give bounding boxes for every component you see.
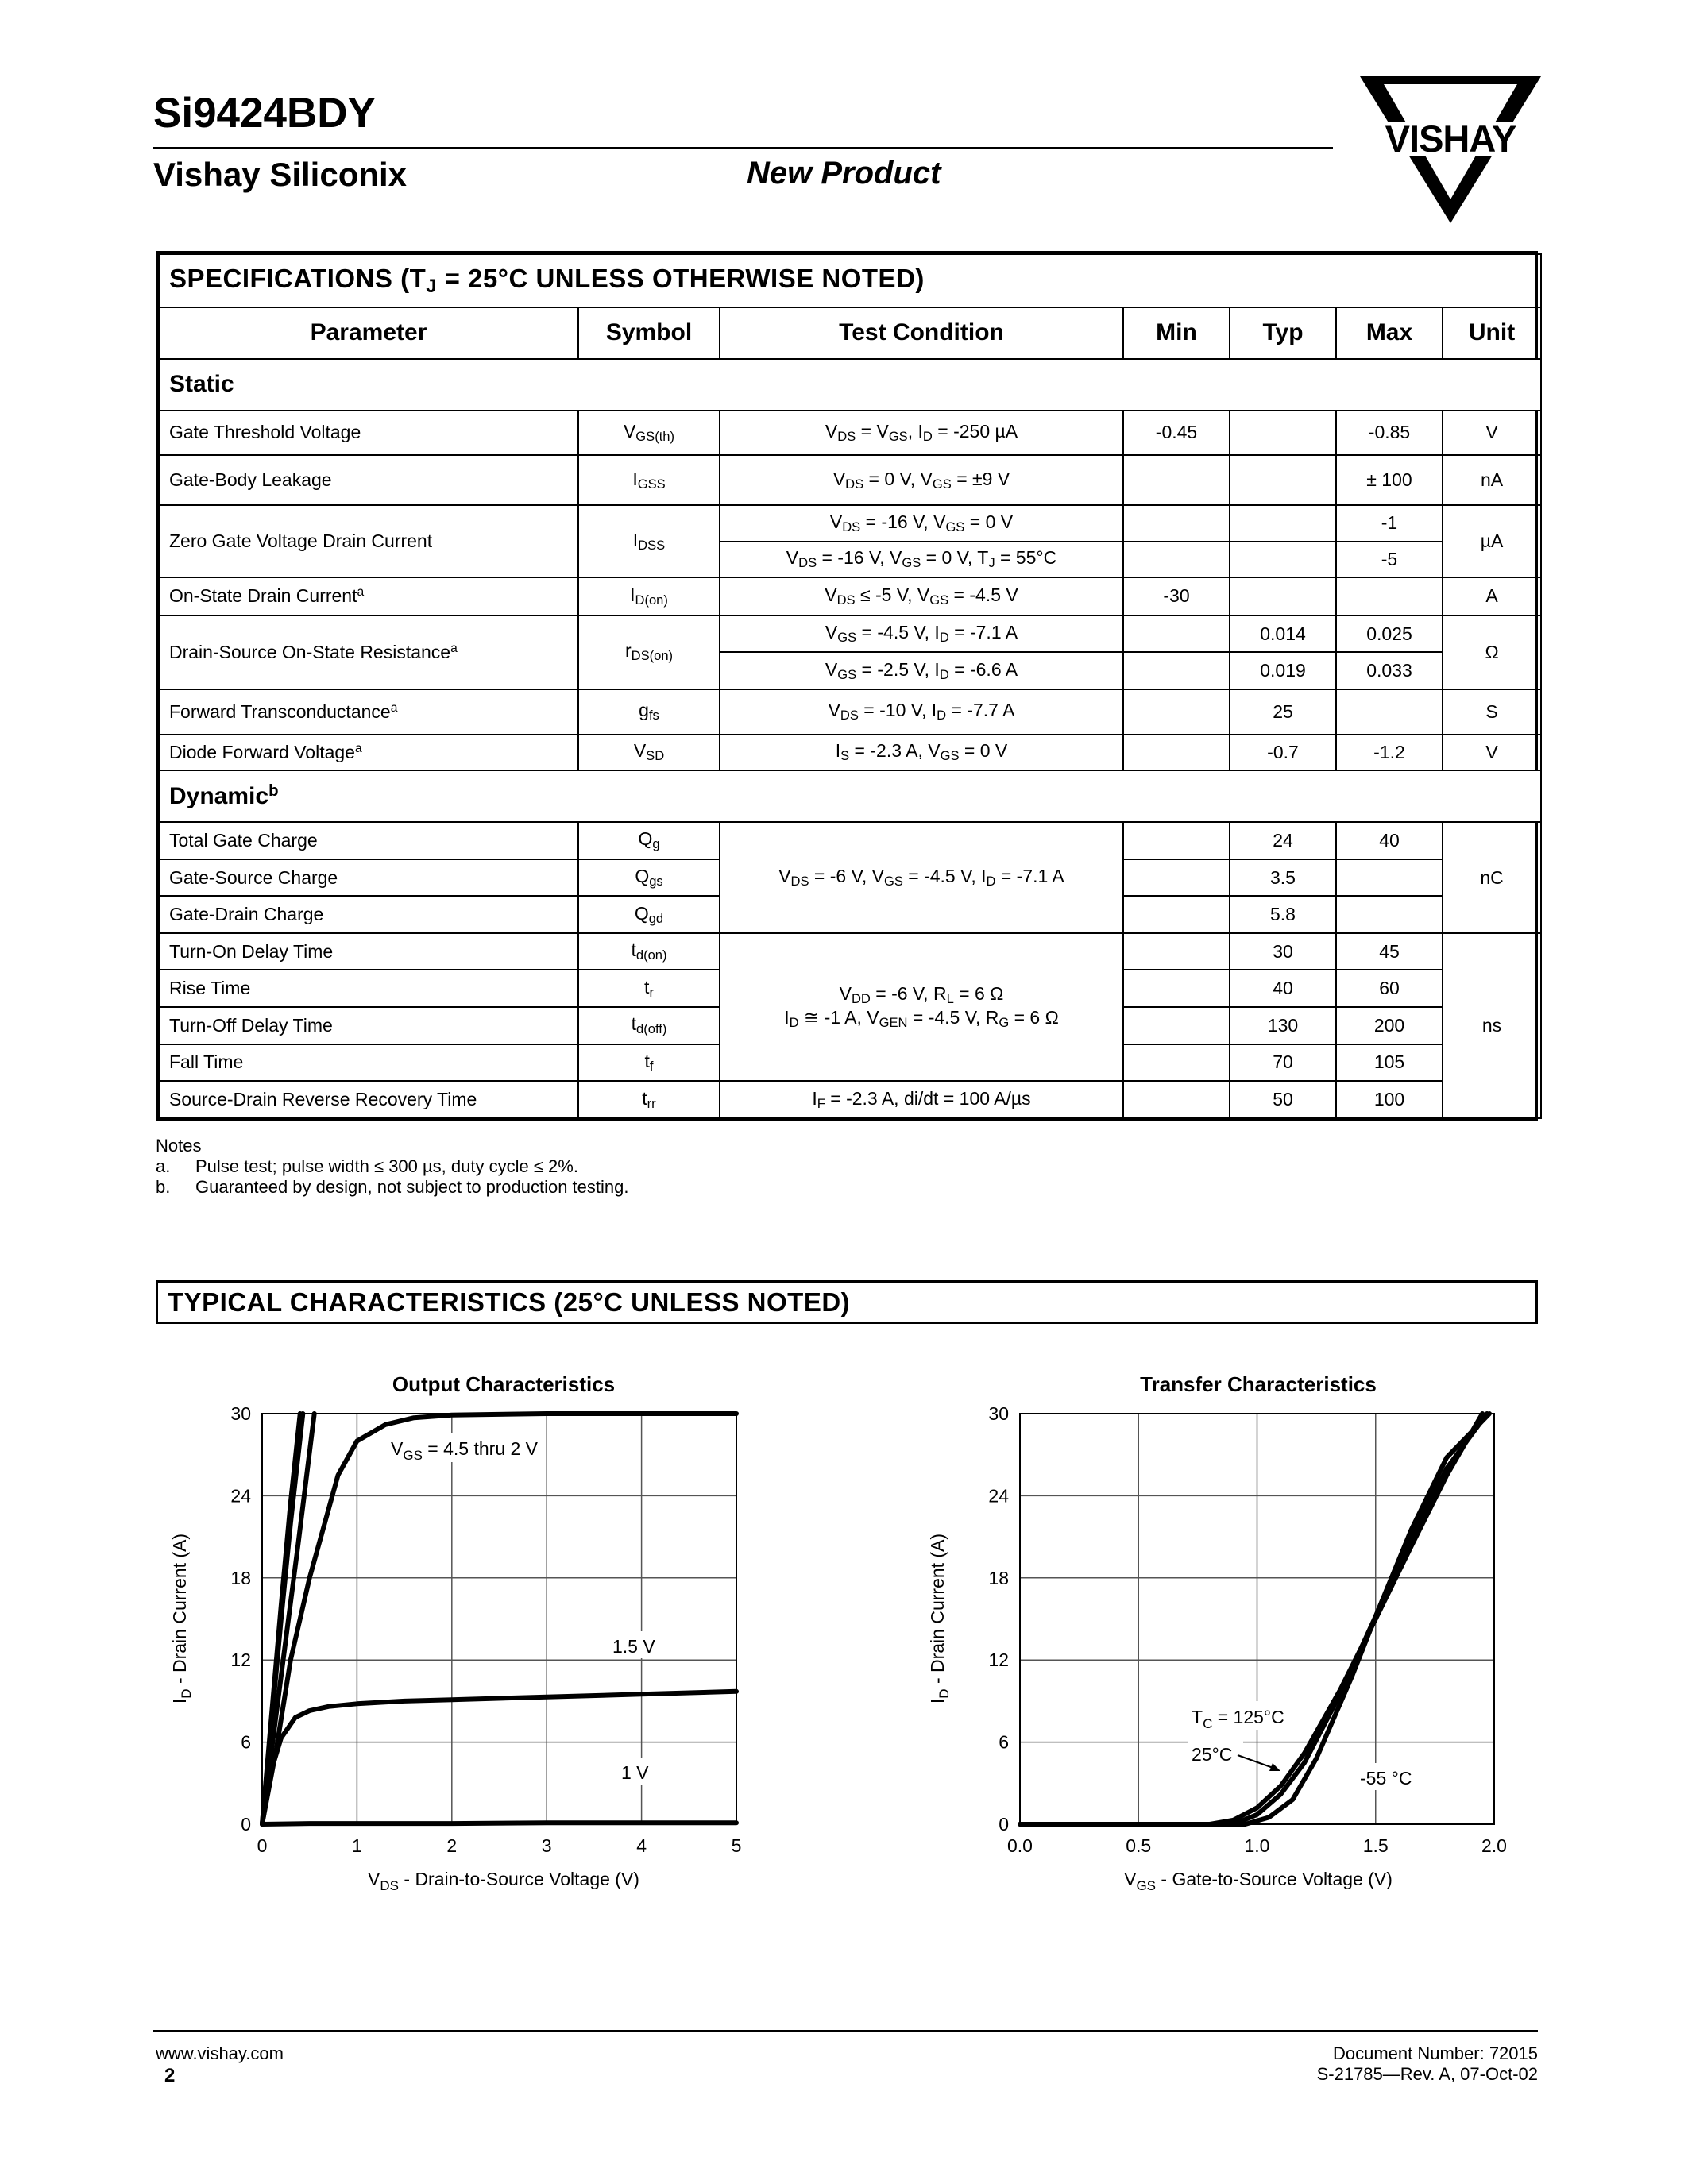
y-tick-label: 30 bbox=[230, 1403, 251, 1424]
col-test-condition: Test Condition bbox=[720, 307, 1123, 359]
footer-rule bbox=[153, 2030, 1538, 2032]
x-tick-label: 5 bbox=[731, 1835, 742, 1856]
x-tick-label: 0 bbox=[257, 1835, 268, 1856]
typical-characteristics-title: TYPICAL CHARACTERISTICS (25°C UNLESS NOTED) bbox=[156, 1280, 1538, 1324]
table-row: Gate Threshold Voltage $V_{GS(th)}$ $V_{DS} = V_{GS}$, $I_D = -250$ µA -0.45 -0.85 V bbox=[159, 411, 1541, 456]
y-tick-label: 18 bbox=[230, 1567, 251, 1588]
x-tick-label: 0.5 bbox=[1126, 1835, 1152, 1856]
table-row: $V_{DS} = -16$ V, $V_{GS} = 0$ V, $T_J = 55^\circ C$ -5 bbox=[159, 542, 1541, 578]
header-rule bbox=[153, 147, 1333, 149]
table-row: Diode Forward Voltage$^a$ $V_{SD}$ $I_S = -2.3$ A, $V_{GS} = 0$ V -0.7 -1.2 V bbox=[159, 735, 1541, 771]
y-axis-label: $I_D$ - Drain Current (A) bbox=[927, 1533, 952, 1704]
spec-title: SPECIFICATIONS ($T_J = 25^\circ C$ UNLESS OTHERWISE NOTED) bbox=[159, 254, 1541, 307]
y-tick-label: 6 bbox=[999, 1731, 1009, 1753]
y-tick-label: 0 bbox=[241, 1814, 251, 1835]
table-row: Rise Time $t_r$ 40 60 bbox=[159, 970, 1541, 1007]
x-tick-label: 1.0 bbox=[1244, 1835, 1270, 1856]
table-row: Zero Gate Voltage Drain Current $I_{DSS}$ $V_{DS} = -16$ V, $V_{GS} = 0$ V -1 µA bbox=[159, 505, 1541, 542]
series-line-2 bbox=[262, 1414, 315, 1824]
footer-url[interactable]: www.vishay.com bbox=[156, 2043, 284, 2063]
output-characteristics-chart bbox=[156, 1366, 775, 1922]
table-row: Gate-Drain Charge $Q_{gd}$ 5.8 bbox=[159, 896, 1541, 933]
annotation-vgs-range: $V_{GS} = 4.5$ thru 2 V bbox=[391, 1438, 539, 1463]
x-axis-label: $V_{GS}$ - Gate-to-Source Voltage (V) bbox=[1124, 1869, 1393, 1893]
table-row: $V_{GS} = -2.5$ V, $I_D = -6.6$ A 0.019 0.033 bbox=[159, 652, 1541, 689]
part-number: Si9424BDY bbox=[153, 90, 376, 137]
section-static: Static bbox=[159, 359, 1541, 411]
annotation-1-5v: 1.5 V bbox=[612, 1636, 655, 1657]
x-tick-label: 1 bbox=[352, 1835, 362, 1856]
transfer-characteristics-chart bbox=[914, 1366, 1541, 1922]
y-tick-label: 12 bbox=[988, 1650, 1009, 1671]
col-symbol: Symbol bbox=[578, 307, 720, 359]
x-tick-label: 1.5 bbox=[1362, 1835, 1389, 1856]
table-row: On-State Drain Current$^a$ $I_{D(on)}$ $V_{DS} \le -5$ V, $V_{GS} = -4.5$ V -30 A bbox=[159, 577, 1541, 615]
plot-frame bbox=[262, 1414, 736, 1824]
col-unit: Unit bbox=[1443, 307, 1541, 359]
col-min: Min bbox=[1123, 307, 1230, 359]
document-number: Document Number: 72015 bbox=[1332, 2043, 1538, 2063]
page-number: 2 bbox=[164, 2065, 176, 2086]
y-tick-label: 30 bbox=[988, 1403, 1009, 1424]
series-line-2 bbox=[1020, 1414, 1489, 1824]
x-tick-label: 2 bbox=[446, 1835, 458, 1856]
chart-title: Output Characteristics bbox=[392, 1372, 616, 1396]
annotation-minus-55c: -55 °C bbox=[1360, 1768, 1412, 1788]
x-tick-label: 3 bbox=[541, 1835, 552, 1856]
annotation-25c: 25°C bbox=[1192, 1744, 1233, 1765]
chart-title: Transfer Characteristics bbox=[1140, 1372, 1377, 1396]
x-tick-label: 2.0 bbox=[1481, 1835, 1507, 1856]
series-line-3 bbox=[262, 1414, 736, 1824]
annotation-1v: 1 V bbox=[621, 1762, 649, 1783]
vishay-logo bbox=[1360, 76, 1541, 223]
y-tick-label: 24 bbox=[230, 1485, 251, 1507]
x-tick-label: 4 bbox=[636, 1835, 647, 1856]
notes-heading: Notes bbox=[156, 1136, 202, 1156]
table-row: Forward Transconductance$^a$ $g_{fs}$ $V_{DS} = -10$ V, $I_D = -7.7$ A 25 S bbox=[159, 689, 1541, 735]
x-axis-label: $V_{DS}$ - Drain-to-Source Voltage (V) bbox=[368, 1869, 639, 1893]
company-name: Vishay Siliconix bbox=[153, 156, 408, 193]
note-a: a. Pulse test; pulse width ≤ 300 µs, duty cycle ≤ 2%. bbox=[156, 1156, 578, 1176]
col-typ: Typ bbox=[1230, 307, 1336, 359]
series-line-1 bbox=[1020, 1414, 1487, 1824]
series-line-0 bbox=[1020, 1414, 1482, 1824]
table-row: Drain-Source On-State Resistance$^a$ $r_{DS(on)}$ $V_{GS} = -4.5$ V, $I_D = -7.1$ A 0.014 0.025 Ω bbox=[159, 615, 1541, 653]
svg-text:VISHAY: VISHAY bbox=[1385, 118, 1516, 160]
product-status: New Product bbox=[747, 156, 941, 191]
table-row: Gate-Body Leakage $I_{GSS}$ $V_{DS} = 0$ V, $V_{GS} = \pm 9$ V ± 100 nA bbox=[159, 455, 1541, 505]
revision: S-21785—Rev. A, 07-Oct-02 bbox=[1316, 2064, 1538, 2084]
y-tick-label: 12 bbox=[230, 1650, 251, 1671]
specifications-table bbox=[156, 251, 1538, 1121]
x-tick-label: 0.0 bbox=[1007, 1835, 1033, 1856]
y-tick-label: 0 bbox=[999, 1814, 1009, 1835]
section-dynamic: Dynamic$^b$ bbox=[159, 770, 1541, 822]
y-tick-label: 18 bbox=[988, 1567, 1009, 1588]
annotation-tc-125: $T_C = 125^\circ C$ bbox=[1192, 1707, 1284, 1731]
note-b: b. Guaranteed by design, not subject to production testing. bbox=[156, 1177, 629, 1197]
table-row: Total Gate Charge $Q_g$ $V_{DS} = -6$ V, $V_{GS} = -4.5$ V, $I_D = -7.1$ A 24 40 nC bbox=[159, 822, 1541, 859]
table-row: Source-Drain Reverse Recovery Time $t_{rr}$ $I_F = -2.3$ A, di/dt = 100 A/µs 50 100 bbox=[159, 1081, 1541, 1118]
table-row: Turn-On Delay Time $t_{d(on)}$ $V_{DD} = -6$ V, $R_L = 6$ Ω $I_D$ ≅ -1 A, $V_{GEN} = -4.5$ V, $R_G = 6$ Ω 30 45 ns bbox=[159, 933, 1541, 970]
table-row: Turn-Off Delay Time $t_{d(off)}$ 130 200 bbox=[159, 1007, 1541, 1044]
col-parameter: Parameter bbox=[159, 307, 578, 359]
table-row: Gate-Source Charge $Q_{gs}$ 3.5 bbox=[159, 859, 1541, 897]
y-tick-label: 24 bbox=[988, 1485, 1009, 1507]
table-row: Fall Time $t_f$ 70 105 bbox=[159, 1044, 1541, 1082]
series-line-4 bbox=[262, 1692, 736, 1824]
col-max: Max bbox=[1336, 307, 1443, 359]
notes bbox=[156, 1136, 628, 1198]
y-tick-label: 6 bbox=[241, 1731, 251, 1753]
y-axis-label: $I_D$ - Drain Current (A) bbox=[169, 1533, 194, 1704]
